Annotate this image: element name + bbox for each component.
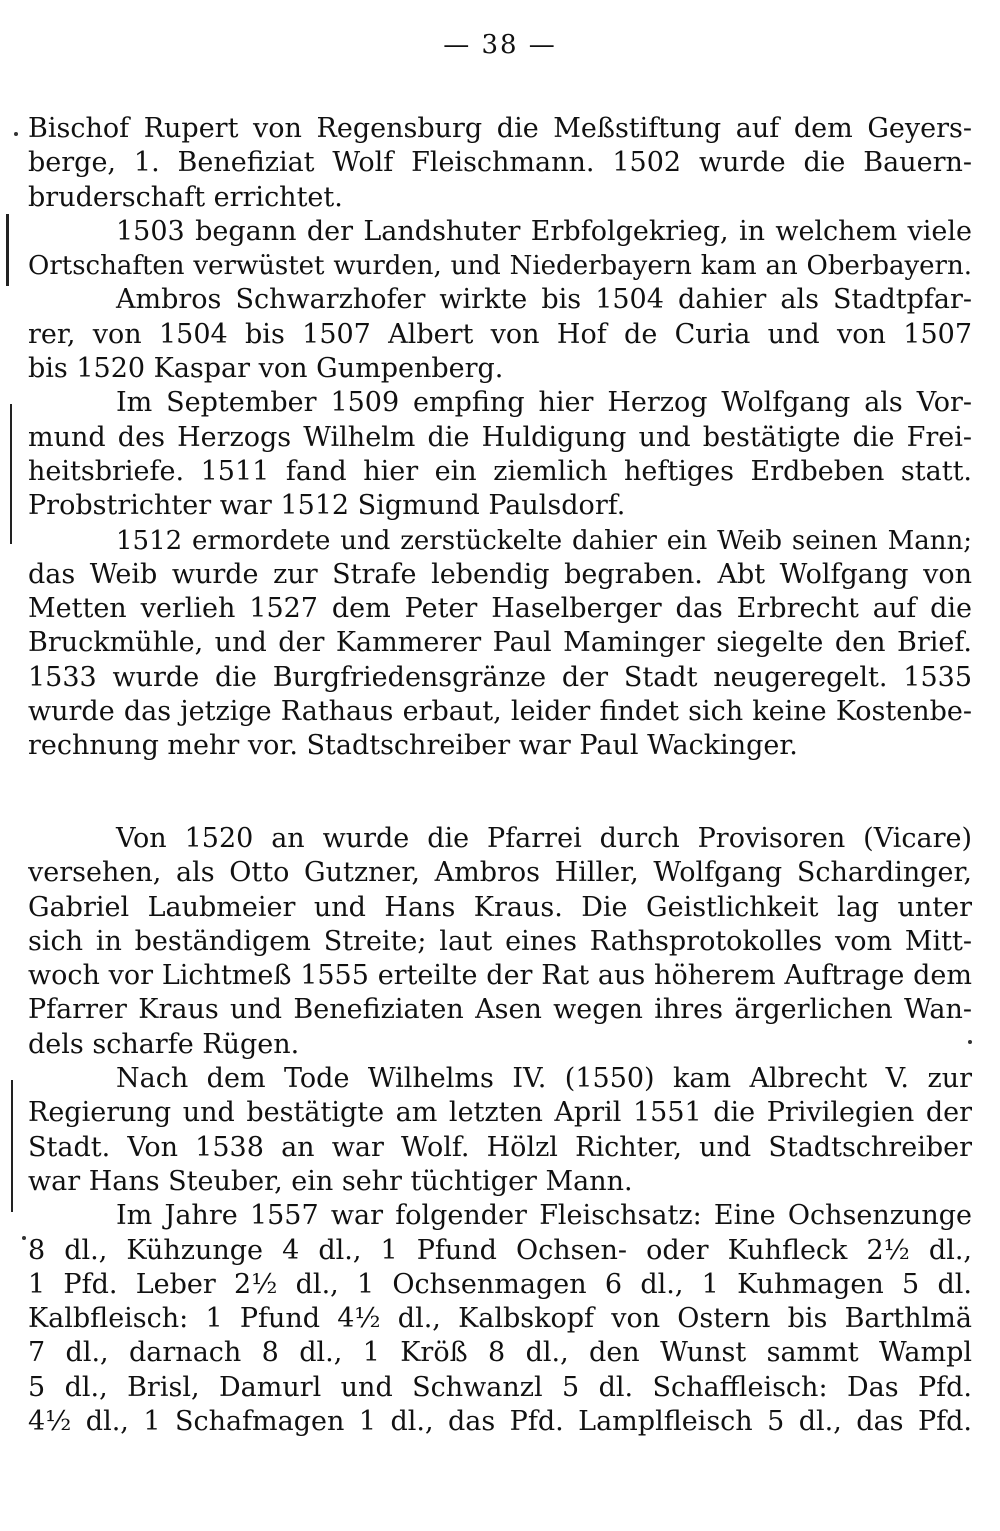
text-line: sich in beständigem Streite; laut eines Rathsprotokolles vom Mitt- [28,925,972,957]
text-line: Gabriel Laubmeier und Hans Kraus. Die Geistlichkeit lag unter [28,891,972,923]
text-line: Stadt. Von 1538 an war Wolf. Hölzl Richter, und Stadtschreiber [28,1131,972,1163]
margin-speck [22,1236,26,1240]
margin-mark [11,1080,13,1212]
text-line: 8 dl., Kühzunge 4 dl., 1 Pfund Ochsen- oder Kuhfleck 2½ dl., [28,1234,972,1266]
text-line: 1533 wurde die Burgfriedensgränze der Stadt neugeregelt. 1535 [28,661,972,693]
text-line: mund des Herzogs Wilhelm die Huldigung und bestätigte die Frei- [28,421,972,453]
text-line: Ambros Schwarzhofer wirkte bis 1504 dahier als Stadtpfar- [116,284,972,316]
text-line: rer, von 1504 bis 1507 Albert von Hof de Curia und von 1507 [28,318,972,350]
text-line: Regierung und bestätigte am letzten April 1551 die Privilegien der [28,1097,972,1129]
text-line: rechnung mehr vor. Stadtschreiber war Paul Wackinger. [28,730,798,762]
text-line: Pfarrer Kraus und Benefiziaten Asen wegen ihres ärgerlichen Wan- [28,994,972,1026]
text-line: Im Jahre 1557 war folgender Fleischsatz: Eine Ochsenzunge [116,1200,972,1232]
text-line: Kalbfleisch: 1 Pfund 4½ dl., Kalbskopf von Ostern bis Barthlmä [28,1303,972,1335]
margin-speck [14,132,18,136]
text-line: 1512 ermordete und zerstückelte dahier ein Weib seinen Mann; [116,525,972,556]
page-number: — 38 — [443,30,557,60]
text-line: 7 dl., darnach 8 dl., 1 Kröß 8 dl., den Wunst sammt Wampl [28,1337,972,1369]
text-line: Probstrichter war 1512 Sigmund Paulsdorf. [28,490,626,522]
text-line: 4½ dl., 1 Schafmagen 1 dl., das Pfd. Lamplfleisch 5 dl., das Pfd. [28,1406,972,1438]
text-line: Von 1520 an wurde die Pfarrei durch Provisoren (Vicare) [116,823,972,854]
text-line: Metten verlieh 1527 dem Peter Haselberger das Erbrecht auf die [28,593,972,625]
text-line: war Hans Steuber, ein sehr tüchtiger Mann. [28,1165,633,1197]
text-line: bruderschaft errichtet. [28,181,343,213]
text-line: bis 1520 Kaspar von Gumpenberg. [28,353,504,385]
text-line: Im September 1509 empfing hier Herzog Wolfgang als Vor- [116,387,972,419]
text-line: woch vor Lichtmeß 1555 erteilte der Rat aus höherem Auftrage dem [28,960,972,992]
text-block-2 [28,822,972,1439]
text-line: 1 Pfd. Leber 2½ dl., 1 Ochsenmagen 6 dl., 1 Kuhmagen 5 dl. [28,1268,972,1300]
text-line: 1503 begann der Landshuter Erbfolgekrieg, in welchem viele [116,215,972,247]
text-line: wurde das jetzige Rathaus erbaut, leider findet sich keine Kostenbe- [28,696,972,728]
text-line: Bruckmühle, und der Kammerer Paul Maminger siegelte den Brief. [28,627,972,659]
text-line: Ortschaften verwüstet wurden, und Niederbayern kam an Oberbayern. [28,251,972,282]
text-line: 5 dl., Brisl, Damurl und Schwanzl 5 dl. Schaffleisch: Das Pfd. [28,1371,972,1403]
text-line: das Weib wurde zur Strafe lebendig begraben. Abt Wolfgang von [28,558,972,590]
text-line: dels scharfe Rügen. [28,1028,300,1060]
text-line: versehen, als Otto Gutzner, Ambros Hiller, Wolfgang Schardinger, [28,857,972,889]
margin-mark [6,214,9,286]
text-line: berge, 1. Benefiziat Wolf Fleischmann. 1502 wurde die Bauern- [28,147,972,179]
margin-mark [10,404,12,544]
text-line: Bischof Rupert von Regensburg die Meßstiftung auf dem Geyers- [28,113,972,144]
text-line: heitsbriefe. 1511 fand hier ein ziemlich heftiges Erdbeben statt. [28,455,972,487]
text-block-1 [28,112,972,764]
text-line: Nach dem Tode Wilhelms IV. (1550) kam Albrecht V. zur [116,1063,972,1095]
